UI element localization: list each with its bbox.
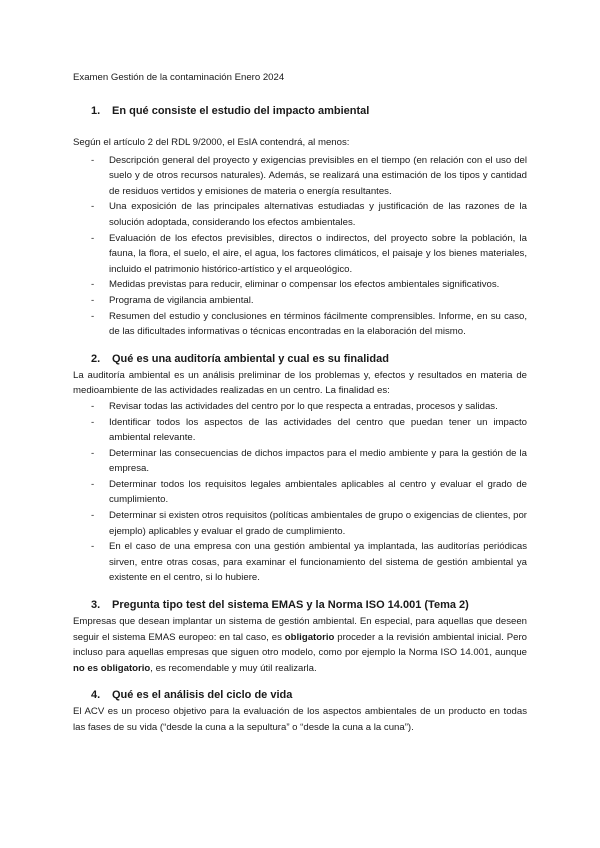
list-item: - Determinar si existen otros requisitos (políticas ambientales de grupo o exigencias de clientes, por ejemplo) aplicables y evaluar el grado de cumplimiento. — [73, 508, 527, 539]
section-1-number: 1. — [91, 105, 101, 117]
section-4-body: El ACV es un proceso objetivo para la evaluación de los aspectos ambientales de un producto en todas las fases de su vida (“desde la cuna a la sepultura” o “desde la cuna a la cuna”). — [73, 706, 527, 733]
section-3-number: 3. — [91, 599, 101, 612]
list-item: - Evaluación de los efectos previsibles, directos o indirectos, del proyecto sobre la población, la fauna, la flora, el suelo, el aire, el agua, los factores climáticos, el paisaje y los bienes materiales, incluido el patrimonio histórico-artístico y el arqueológico. — [73, 231, 527, 278]
section-3-title: Pregunta tipo test del sistema EMAS y la Norma ISO 14.001 (Tema 2) — [112, 599, 469, 612]
list-item: - Medidas previstas para reducir, eliminar o compensar los efectos ambientales significativos. — [73, 277, 527, 293]
list-item: - Revisar todas las actividades del centro por lo que respecta a entradas, procesos y salidas. — [73, 399, 527, 415]
section-2-intro: La auditoría ambiental es un análisis preliminar de los problemas y, efectos y resultados en materia de medioambiente de las actividades realizadas en un centro. La finalidad es: — [73, 369, 527, 397]
section-4-number: 4. — [91, 689, 101, 702]
section-2-title: Qué es una auditoría ambiental y cual es su finalidad — [112, 352, 389, 365]
section-2-number: 2. — [91, 352, 101, 365]
section-2-heading — [73, 352, 527, 366]
list-item: - Determinar todos los requisitos legales ambientales aplicables al centro y evaluar el grado de cumplimiento. — [73, 477, 527, 508]
section-1-intro: Según el artículo 2 del RDL 9/2000, el EsIA contendrá, al menos: — [73, 137, 350, 148]
section-3-heading — [73, 598, 527, 612]
section-2-list — [73, 399, 527, 586]
list-item: - Resumen del estudio y conclusiones en términos fácilmente comprensibles. Informe, en su caso, de las dificultades informativas o técnicas encontradas en la elaboración del mismo. — [73, 309, 527, 340]
section-3-bold-obligatorio: obligatorio — [284, 631, 335, 643]
section-4-heading — [73, 688, 527, 702]
document-title: Examen Gestión de la contaminación Enero 2024 — [73, 72, 285, 83]
section-1-list — [73, 153, 527, 340]
list-item: - Programa de vigilancia ambiental. — [73, 293, 527, 309]
list-item: - Determinar las consecuencias de dichos impactos para el medio ambiente y para la gestión de la empresa. — [73, 446, 527, 477]
list-item: - Identificar todos los aspectos de las actividades del centro que puedan tener un impacto ambiental relevante. — [73, 415, 527, 446]
list-item: - Una exposición de las principales alternativas estudiadas y justificación de las razones de la solución adoptada, considerando los efectos ambientales. — [73, 199, 527, 230]
list-item: - En el caso de una empresa con una gestión ambiental ya implantada, las auditorías periódicas sirven, entre otras cosas, para examinar el funcionamiento del sistema de gestión ambiental ya existente en el centro, si lo hubiere. — [73, 539, 527, 586]
section-4-title: Qué es el análisis del ciclo de vida — [112, 689, 293, 702]
section-3-body — [73, 614, 527, 676]
section-3-text: proceder a la revisión ambiental inicial. Pero incluso para aquellas empresas que siguen otro modelo, como por ejemplo la Norma ISO 14.001, aunque — [73, 631, 527, 659]
section-1-heading — [73, 104, 527, 118]
section-3-bold-no-obligatorio: no es obligatorio — [73, 662, 151, 674]
section-3-text: Empresas que desean implantar un sistema de gestión ambiental. En especial, para aquellas que deseen seguir el sistema EMAS europeo: en tal caso, es — [73, 616, 527, 643]
list-item: - Descripción general del proyecto y exigencias previsibles en el tiempo (en relación con el uso del suelo y de otros recursos naturales). Además, se realizará una estimación de los tipos y cantidad de residuos vertidos y emisiones de materia o energía resultantes. — [73, 153, 527, 200]
section-3-text: , es recomendable y muy útil realizarla. — [150, 662, 317, 674]
section-1-title: En qué consiste el estudio del impacto ambiental — [112, 105, 370, 117]
